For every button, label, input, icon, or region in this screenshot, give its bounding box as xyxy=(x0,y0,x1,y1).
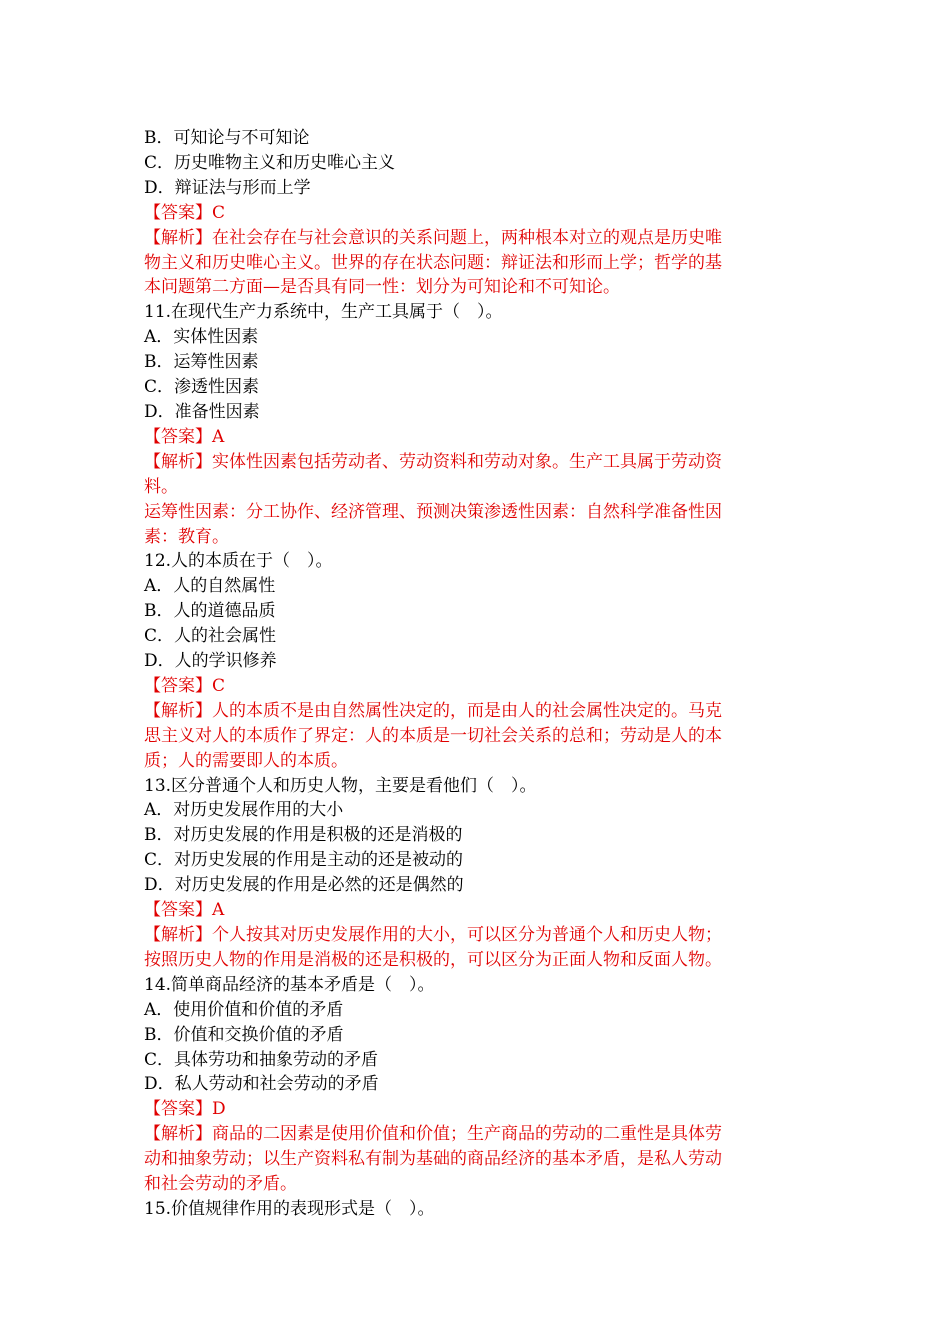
document-line-question: 12.人的本质在于（ ）。 xyxy=(144,551,333,572)
document-line-option: A．人的自然属性 xyxy=(144,576,276,597)
document-line-answer: 【答案】A xyxy=(144,900,225,921)
document-line-analysis: 【解析】实体性因素包括劳动者、劳动资料和劳动对象。生产工具属于劳动资 xyxy=(144,451,722,472)
document-line-analysis: 质；人的需要即人的本质。 xyxy=(144,750,348,771)
document-line-analysis: 运筹性因素：分工协作、经济管理、预测决策渗透性因素：自然科学准备性因 xyxy=(144,501,722,522)
document-line-analysis: 和社会劳动的矛盾。 xyxy=(144,1174,297,1195)
document-line-answer: 【答案】A xyxy=(144,426,225,447)
document-line-option: B．人的道德品质 xyxy=(144,601,276,622)
document-line-option: C．对历史发展的作用是主动的还是被动的 xyxy=(144,850,464,871)
document-line-answer: 【答案】D xyxy=(144,1099,226,1120)
document-line-analysis: 动和抽象劳动；以生产资料私有制为基础的商品经济的基本矛盾，是私人劳动 xyxy=(144,1149,722,1170)
document-line-option: D．对历史发展的作用是必然的还是偶然的 xyxy=(144,875,464,896)
document-line-analysis: 料。 xyxy=(144,476,178,497)
document-line-analysis: 物主义和历史唯心主义。世界的存在状态问题：辩证法和形而上学；哲学的基 xyxy=(144,252,722,273)
document-line-analysis: 【解析】商品的二因素是使用价值和价值；生产商品的劳动的二重性是具体劳 xyxy=(144,1124,722,1145)
document-line-analysis: 素：教育。 xyxy=(144,526,229,547)
document-line-question: 13.区分普通个人和历史人物，主要是看他们（ ）。 xyxy=(144,775,537,796)
document-line-option: C．历史唯物主义和历史唯心主义 xyxy=(144,152,396,173)
document-line-question: 15.价值规律作用的表现形式是（ ）。 xyxy=(144,1198,435,1219)
document-line-option: B．对历史发展的作用是积极的还是消极的 xyxy=(144,825,463,846)
document-line-option: A．实体性因素 xyxy=(144,327,259,348)
document-line-answer: 【答案】C xyxy=(144,675,226,696)
document-line-analysis: 按照历史人物的作用是消极的还是积极的，可以区分为正面人物和反面人物。 xyxy=(144,949,722,970)
document-line-option: B．可知论与不可知论 xyxy=(144,128,310,148)
document-line-option: A．使用价值和价值的矛盾 xyxy=(144,999,344,1020)
document-line-option: D．人的学识修养 xyxy=(144,651,277,672)
document-line-option: C．人的社会属性 xyxy=(144,626,277,647)
document-line-analysis: 本问题第二方面—是否具有同一性：划分为可知论和不可知论。 xyxy=(144,277,620,298)
document-line-option: B．运筹性因素 xyxy=(144,352,259,373)
document-line-analysis: 【解析】在社会存在与社会意识的关系问题上，两种根本对立的观点是历史唯 xyxy=(144,227,722,248)
document-line-answer: 【答案】C xyxy=(144,202,226,223)
document-line-option: D．私人劳动和社会劳动的矛盾 xyxy=(144,1074,379,1095)
document-line-analysis: 思主义对人的本质作了界定：人的本质是一切社会关系的总和；劳动是人的本 xyxy=(144,725,722,746)
document-line-question: 11.在现代生产力系统中，生产工具属于（ ）。 xyxy=(144,302,503,323)
document-line-option: A．对历史发展作用的大小 xyxy=(144,800,344,821)
document-page xyxy=(144,126,804,1222)
document-line-analysis: 【解析】人的本质不是由自然属性决定的，而是由人的社会属性决定的。马克 xyxy=(144,700,722,721)
document-line-option: D．辩证法与形而上学 xyxy=(144,177,311,198)
document-line-option: C．具体劳功和抽象劳动的矛盾 xyxy=(144,1049,379,1070)
document-line-analysis: 【解析】个人按其对历史发展作用的大小，可以区分为普通个人和历史人物； xyxy=(144,925,722,945)
document-line-question: 14.简单商品经济的基本矛盾是（ ）。 xyxy=(144,974,435,995)
document-line-option: B．价值和交换价值的矛盾 xyxy=(144,1024,344,1045)
document-line-option: D．准备性因素 xyxy=(144,401,260,422)
document-line-option: C．渗透性因素 xyxy=(144,377,260,398)
